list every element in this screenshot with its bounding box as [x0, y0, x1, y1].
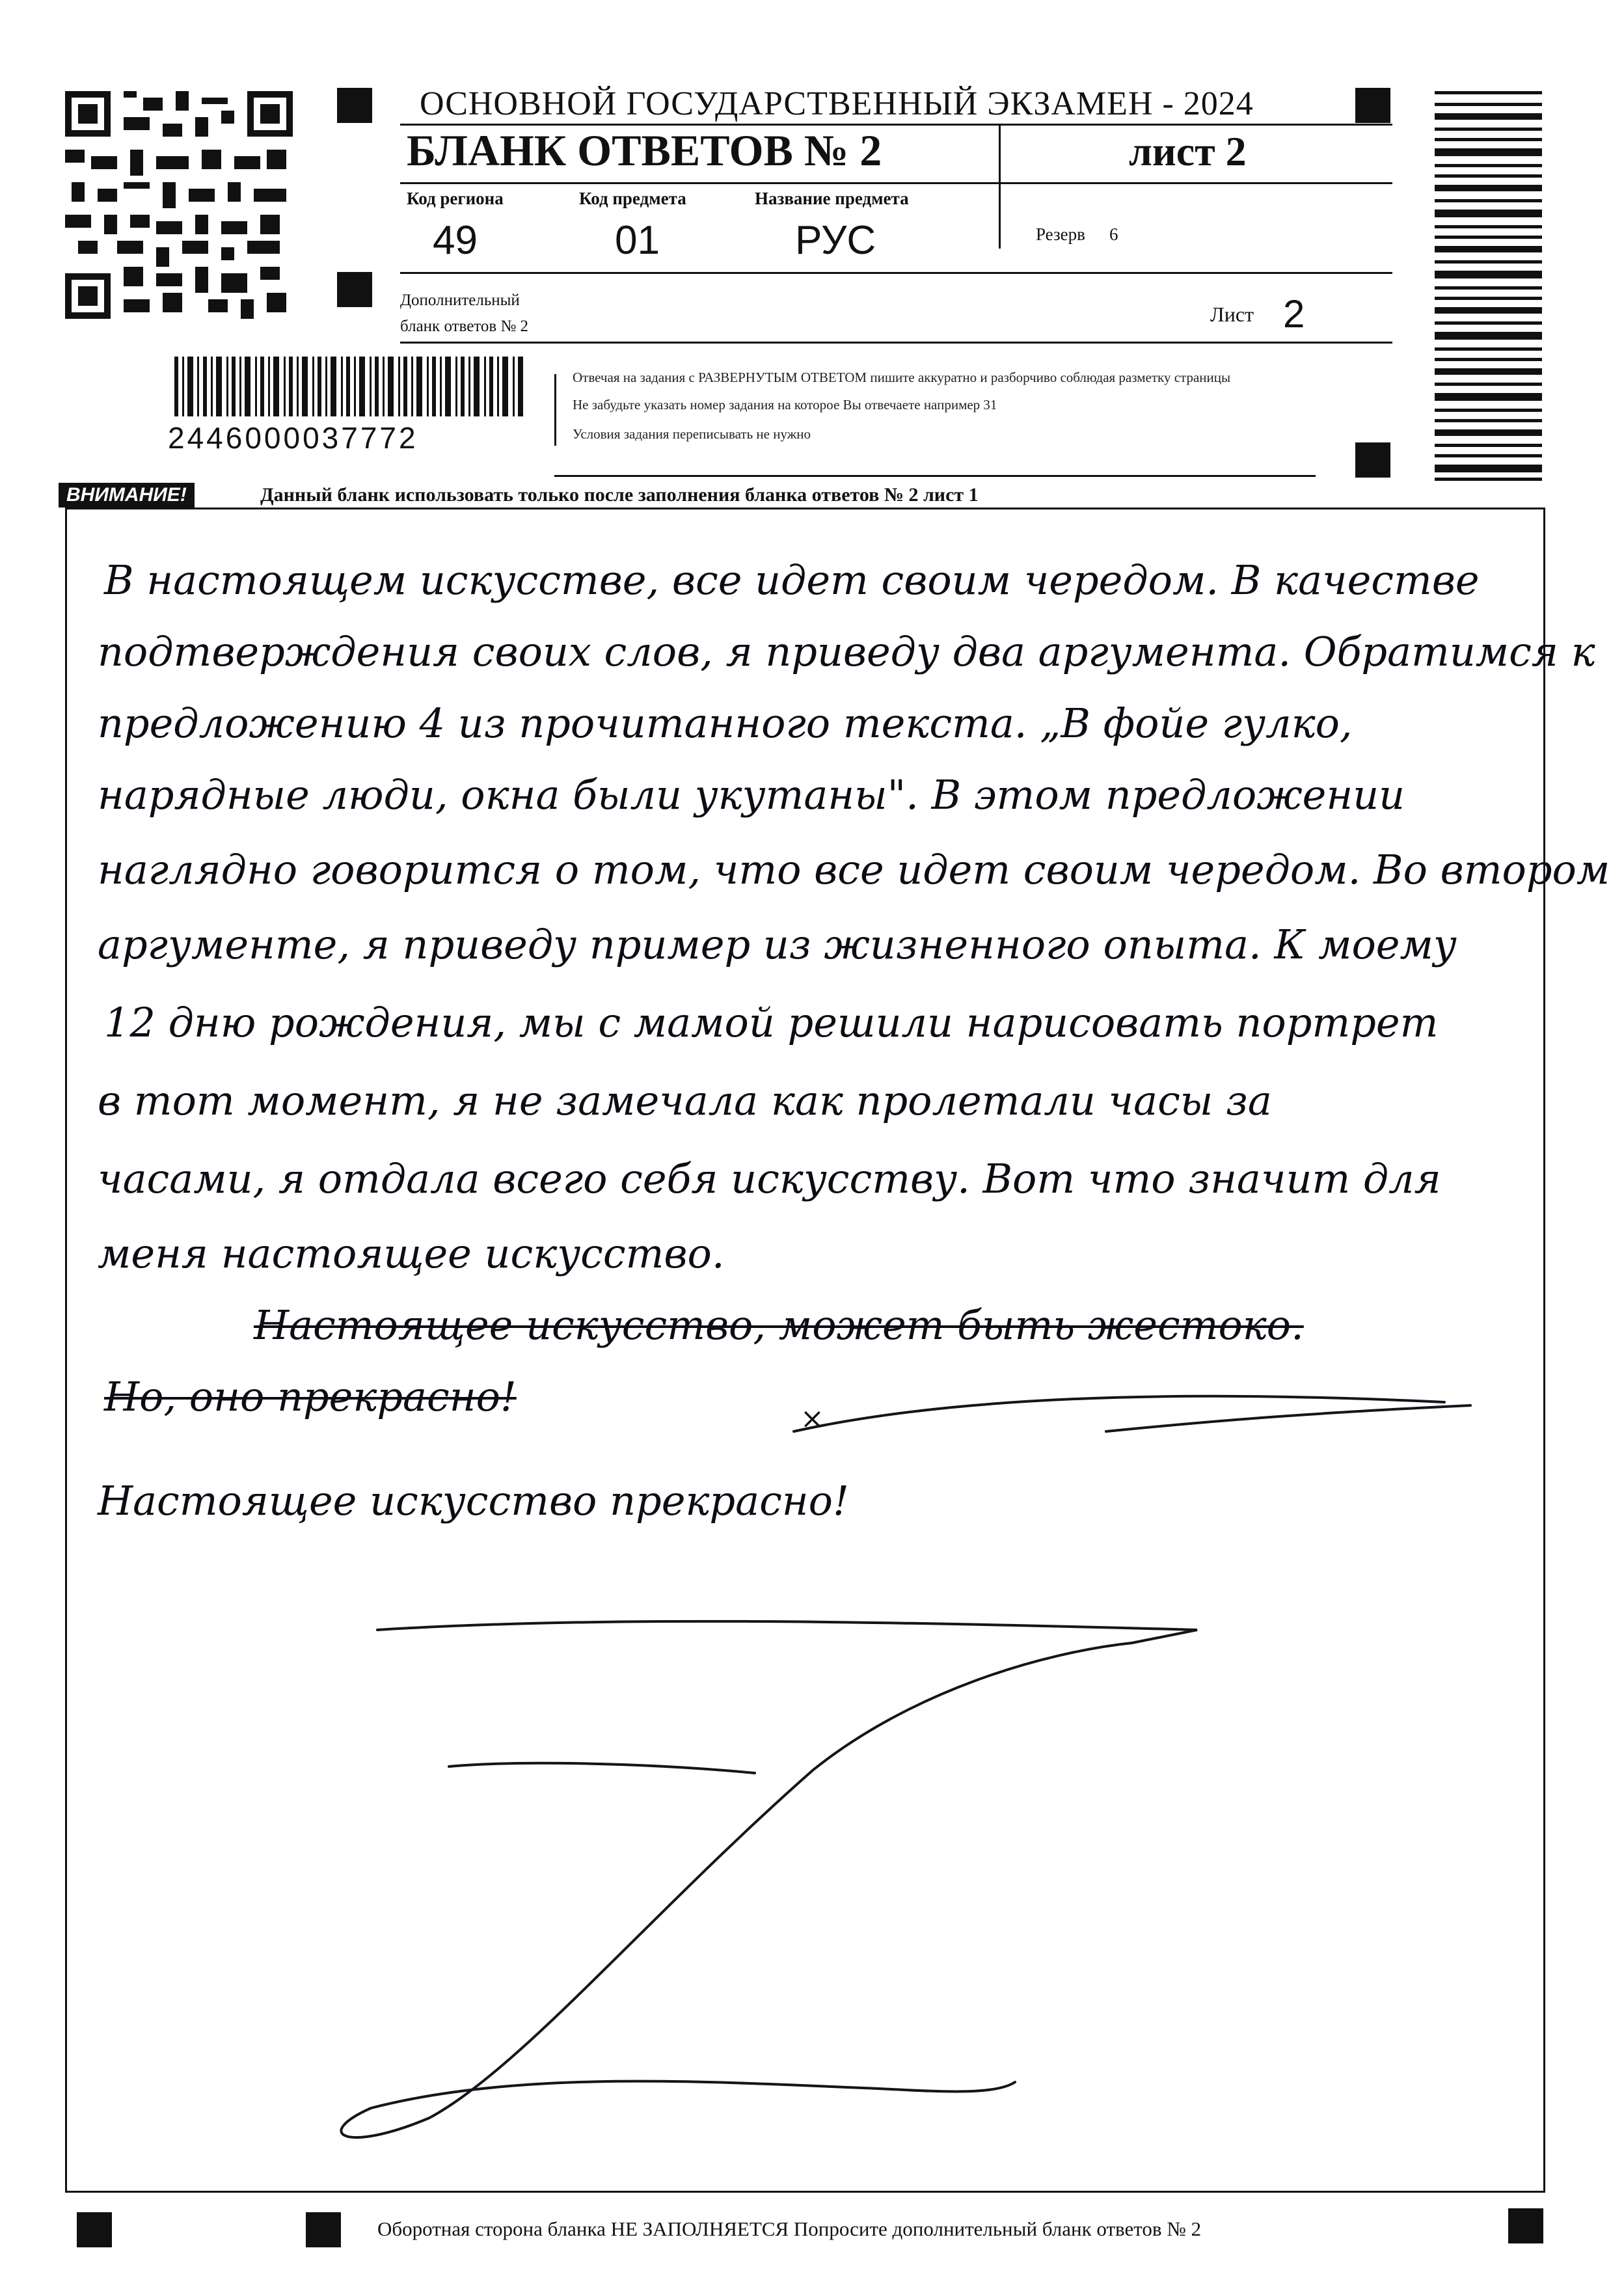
- answer-line: В настоящем искусстве, все идет своим чередом. В качестве: [104, 556, 1480, 604]
- side-barcode: [1435, 91, 1542, 481]
- registration-marker-bottom-1: [77, 2212, 112, 2247]
- code-fields-rule: [400, 272, 1392, 274]
- reserve-value: 6: [1109, 224, 1118, 244]
- qr-code: [65, 91, 293, 319]
- additional-form-label-1: Дополнительный: [400, 291, 520, 309]
- title-rule-bottom: [400, 182, 1392, 184]
- insertion-mark: ×: [800, 1402, 824, 1435]
- form-title: БЛАНК ОТВЕТОВ № 2: [407, 126, 882, 175]
- answer-line: в тот момент, я не замечала как пролетали часы за: [98, 1077, 1272, 1124]
- footer-note: Оборотная сторона бланка НЕ ЗАПОЛНЯЕТСЯ Попросите дополнительный бланк ответов № 2: [377, 2217, 1202, 2240]
- barcode-number: 2446000037772: [168, 421, 418, 455]
- header-divider-vertical: [999, 125, 1001, 249]
- registration-marker-mid-left: [337, 272, 372, 307]
- answer-line: меня настоящее искусство.: [98, 1230, 725, 1277]
- registration-marker-top-left: [337, 88, 372, 123]
- list-label: Лист: [1210, 303, 1254, 326]
- region-label: Код региона: [407, 189, 504, 208]
- additional-form-label-2: бланк ответов № 2: [400, 318, 529, 335]
- struck-out-line: Настоящее искусство, может быть жестоко.: [254, 1301, 1304, 1349]
- answer-line: наглядно говорится о том, что все идет своим чередом. Во втором: [98, 846, 1610, 893]
- instruction-line-3: Условия задания переписывать не нужно: [573, 426, 811, 442]
- z-strike-mark: [65, 508, 1545, 2193]
- answer-line: предложению 4 из прочитанного текста. „В фойе гулко,: [98, 699, 1353, 747]
- instruction-line-2: Не забудьте указать номер задания на которое Вы отвечаете например 31: [573, 397, 997, 413]
- answer-line: подтверждения своих слов, я приведу два аргумента. Обратимся к: [98, 628, 1595, 675]
- subject-name-label: Название предмета: [755, 189, 909, 208]
- subject-code-value: 01: [615, 218, 660, 263]
- registration-marker-top-right: [1355, 88, 1390, 123]
- final-answer-line: Настоящее искусство прекрасно!: [98, 1477, 849, 1524]
- answer-line: аргументе, я приведу пример из жизненного опыта. К моему: [98, 921, 1457, 968]
- answer-line: нарядные люди, окна были укутаны". В этом предложении: [98, 771, 1405, 819]
- answer-line: 12 дню рождения, мы с мамой решили нарисовать портрет: [104, 999, 1439, 1046]
- registration-marker-mid-right: [1355, 442, 1390, 478]
- registration-marker-bottom-3: [1508, 2208, 1543, 2243]
- subject-name-value: РУС: [795, 218, 876, 263]
- reserve-label: Резерв: [1036, 224, 1085, 244]
- answer-line: часами, я отдала всего себя искусству. Вот что значит для: [98, 1155, 1441, 1202]
- instruction-bottom-rule: [554, 475, 1316, 477]
- exam-title: ОСНОВНОЙ ГОСУДАРСТВЕННЫЙ ЭКЗАМЕН - 2024: [420, 85, 1254, 122]
- sheet-title: лист 2: [1129, 128, 1247, 174]
- instruction-rule: [554, 374, 556, 446]
- subject-code-label: Код предмета: [579, 189, 686, 208]
- attention-text: Данный бланк использовать только после заполнения бланка ответов № 2 лист 1: [260, 484, 979, 506]
- region-value: 49: [433, 218, 478, 263]
- list-rule: [400, 342, 1392, 344]
- registration-marker-bottom-2: [306, 2212, 341, 2247]
- instruction-line-1: Отвечая на задания с РАЗВЕРНУТЫМ ОТВЕТОМ пишите аккуратно и разборчиво соблюдая разметку страницы: [573, 370, 1231, 385]
- sheet-barcode: [174, 357, 526, 416]
- attention-badge: ВНИМАНИЕ!: [59, 483, 195, 508]
- list-value: 2: [1283, 292, 1305, 336]
- struck-out-line: Но, оно прекрасно!: [104, 1373, 517, 1420]
